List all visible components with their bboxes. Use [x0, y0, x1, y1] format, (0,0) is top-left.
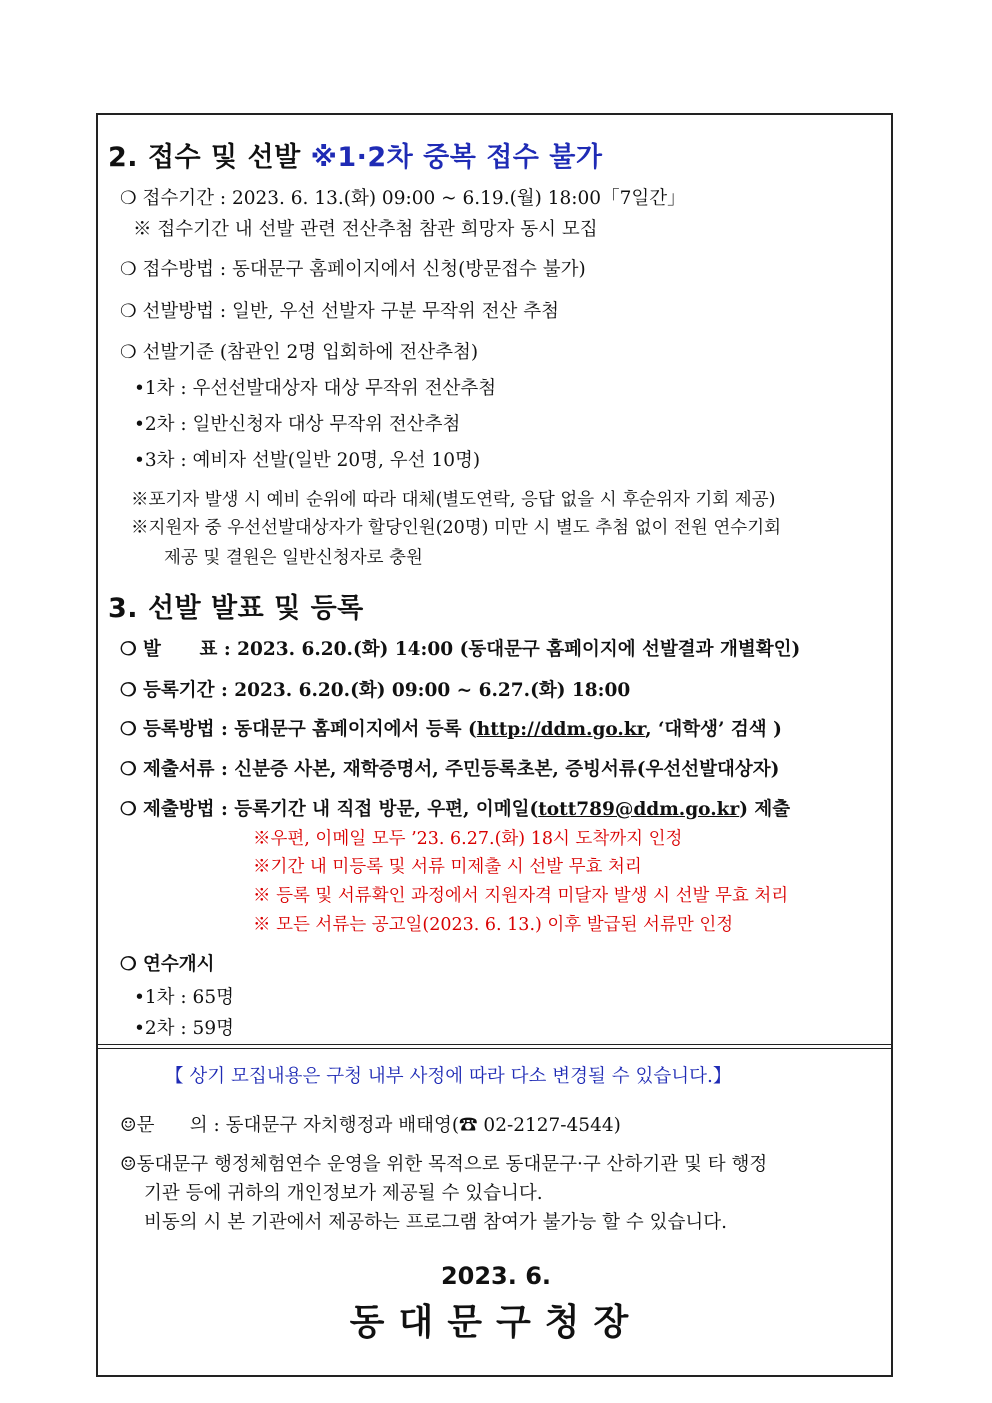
receipt-period: ❍ 접수기간 : 2023. 6. 13.(화) 09:00 ~ 6.19.(월) 18:00「7일간」: [120, 188, 686, 209]
section2-title: 접수 및 선발: [147, 142, 301, 173]
section3-title: 선발 발표 및 등록: [147, 593, 364, 624]
red-note-3: ※ 등록 및 서류확인 과정에서 지원자격 미달자 발생 시 선발 무효 처리: [253, 886, 789, 906]
inquiry-line: ☺문 의 : 동대문구 자치행정과 배태영(☎ 02-2127-4544): [120, 1115, 621, 1136]
privacy-line-3: 비동의 시 본 기관에서 제공하는 프로그램 참여가 불가능 할 수 있습니다.: [144, 1212, 727, 1233]
section-divider: [98, 1044, 891, 1049]
receipt-period-note: ※ 접수기간 내 선발 관련 전산추첨 참관 희망자 동시 모집: [133, 219, 598, 240]
submission-method-suffix: ) 제출: [739, 799, 791, 820]
issue-date: 2023. 6.: [440, 1262, 552, 1290]
section3-number: 3.: [108, 593, 139, 624]
privacy-line-2: 기관 등에 귀하의 개인정보가 제공될 수 있습니다.: [144, 1183, 543, 1204]
registration-method-text: ❍ 등록방법 : 동대문구 홈페이지에서 등록 (: [120, 719, 477, 740]
submission-method-text: ❍ 제출방법 : 등록기간 내 직접 방문, 우편, 이메일(: [120, 799, 539, 820]
red-note-2: ※기간 내 미등록 및 서류 미제출 시 선발 무효 처리: [253, 857, 642, 877]
signature-title: 동대문구청장: [349, 1302, 643, 1343]
email-link[interactable]: tott789@ddm.go.kr: [538, 799, 740, 820]
homepage-link[interactable]: http://ddm.go.kr: [476, 719, 646, 740]
registration-period: ❍ 등록기간 : 2023. 6.20.(화) 09:00 ~ 6.27.(화) 18:00: [120, 680, 631, 701]
selection-criteria: ❍ 선발기준 (참관인 2명 입회하에 전산추첨): [120, 342, 479, 363]
priority-note: ※지원자 중 우선선발대상자가 할당인원(20명) 미만 시 별도 추첨 없이 전원 연수기회: [131, 518, 782, 538]
forfeit-note: ※포기자 발생 시 예비 순위에 따라 대체(별도연락, 응답 없을 시 후순위자 기회 제공): [131, 490, 776, 510]
section2-number: 2.: [108, 142, 139, 173]
announce-line: ❍ 발 표 : 2023. 6.20.(화) 14:00 (동대문구 홈페이지에 선발결과 개별확인): [120, 639, 801, 660]
selection-method: ❍ 선발방법 : 일반, 우선 선발자 구분 무작위 전산 추첨: [120, 301, 560, 322]
training-round2: •2차 : 59명: [134, 1018, 234, 1039]
section3-heading: [108, 586, 364, 625]
training-start: ❍ 연수개시: [120, 954, 215, 975]
round3-item: •3차 : 예비자 선발(일반 20명, 우선 10명): [134, 450, 481, 471]
privacy-line-1: ☺동대문구 행정체험연수 운영을 위한 목적으로 동대문구·구 산하기관 및 타 행정: [120, 1154, 768, 1175]
section2-duplicate-note: ※1·2차 중복 접수 불가: [310, 142, 603, 173]
registration-method: [120, 715, 782, 741]
change-notice: 【 상기 모집내용은 구청 내부 사정에 따라 다소 변경될 수 있습니다.】: [165, 1066, 732, 1087]
required-documents: ❍ 제출서류 : 신분증 사본, 재학증명서, 주민등록초본, 증빙서류(우선선발대상자): [120, 759, 780, 780]
priority-note-cont: 제공 및 결원은 일반신청자로 충원: [164, 548, 423, 568]
receipt-method: ❍ 접수방법 : 동대문구 홈페이지에서 신청(방문접수 불가): [120, 259, 586, 280]
training-round1: •1차 : 65명: [134, 987, 234, 1008]
round2-item: •2차 : 일반신청자 대상 무작위 전산추첨: [134, 414, 461, 435]
red-note-1: ※우편, 이메일 모두 ’23. 6.27.(화) 18시 도착까지 인정: [253, 829, 683, 849]
section2-heading: [108, 135, 602, 174]
registration-method-suffix: , ‘대학생’ 검색 ): [645, 719, 782, 740]
round1-item: •1차 : 우선선발대상자 대상 무작위 전산추첨: [134, 378, 497, 399]
red-note-4: ※ 모든 서류는 공고일(2023. 6. 13.) 이후 발급된 서류만 인정: [253, 915, 734, 935]
submission-method: [120, 795, 790, 821]
